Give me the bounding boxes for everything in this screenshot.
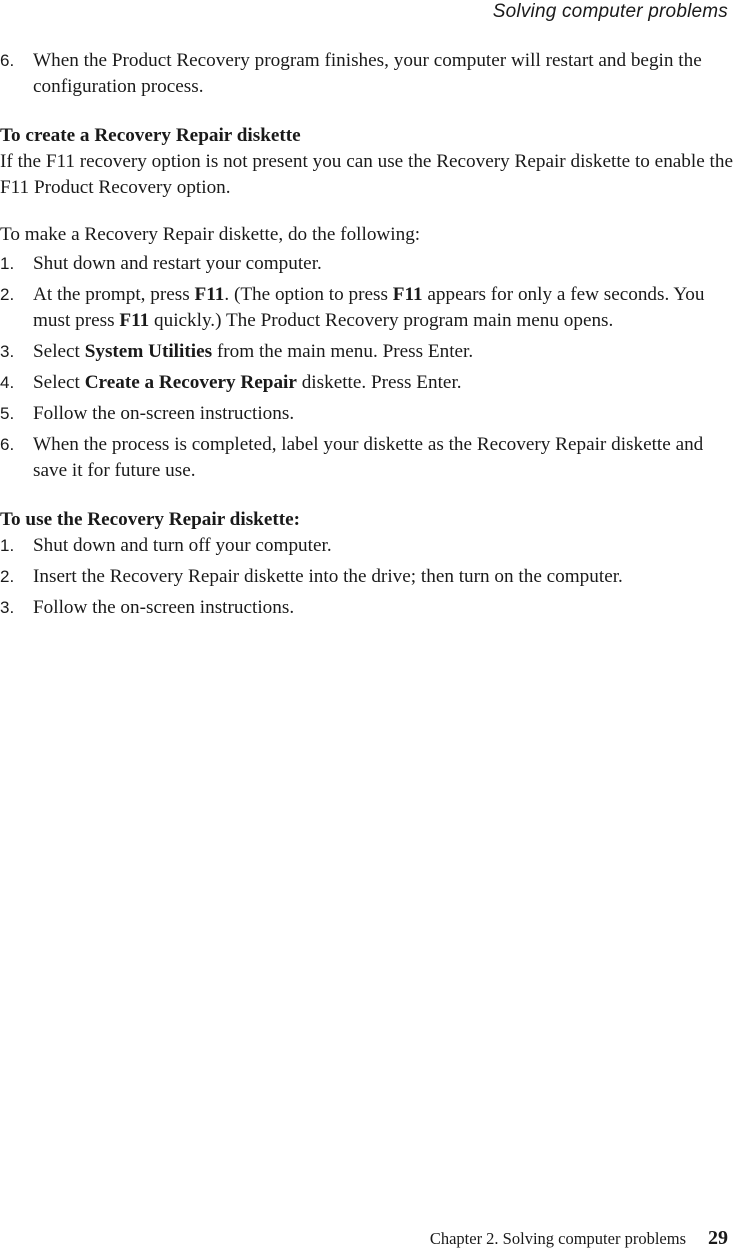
list-item — [0, 370, 736, 396]
page-number: 29 — [708, 1227, 728, 1249]
key-name: F11 — [119, 310, 150, 331]
step-text-part: from the main menu. Press Enter. — [212, 341, 474, 362]
section-heading-create: To create a Recovery Repair diskette — [0, 125, 301, 146]
step-text-part: Select — [33, 372, 85, 393]
footer-chapter-title: Chapter 2. Solving computer problems — [429, 1229, 686, 1248]
list-item — [0, 432, 736, 484]
step-number: 3. — [0, 598, 15, 617]
step-number: 2. — [0, 285, 15, 304]
top-step-list — [0, 48, 736, 100]
step-text-part: appears for only a few seconds. You must press — [33, 284, 705, 331]
step-text-part: diskette. Press Enter. — [296, 372, 462, 393]
section-heading-use: To use the Recovery Repair diskette: — [0, 509, 301, 530]
step-text: Shut down and turn off your computer. — [33, 535, 332, 556]
step-number: 3. — [0, 342, 15, 361]
step-number: 4. — [0, 373, 15, 392]
step-text-part: . (The option to press — [224, 284, 393, 305]
page-footer — [430, 1226, 728, 1251]
step-text-part: Select — [33, 341, 85, 362]
step-text-part: At the prompt, press — [33, 284, 195, 305]
list-item — [0, 282, 736, 334]
list-item — [0, 339, 736, 365]
key-name: F11 — [392, 284, 423, 305]
list-item — [0, 401, 736, 427]
list-item — [0, 48, 736, 100]
section-lead-in: To make a Recovery Repair diskette, do the following: — [0, 224, 421, 245]
list-item — [0, 533, 736, 559]
use-step-list — [0, 533, 736, 621]
list-item — [0, 595, 736, 621]
step-number: 1. — [0, 536, 15, 555]
list-item — [0, 251, 736, 277]
menu-option-name: System Utilities — [84, 341, 213, 362]
page-content — [0, 48, 736, 626]
step-number: 6. — [0, 51, 15, 70]
section-intro: If the F11 recovery option is not present you can use the Recovery Repair diskette to enable the F11 Product Recovery option. — [0, 151, 733, 198]
running-header-title: Solving computer problems — [492, 1, 728, 22]
step-text-part: quickly.) The Product Recovery program main menu opens. — [149, 310, 614, 331]
list-item — [0, 564, 736, 590]
step-text: Follow the on-screen instructions. — [33, 597, 295, 618]
create-step-list — [0, 251, 736, 484]
step-number: 6. — [0, 435, 15, 454]
step-text: Insert the Recovery Repair diskette into the drive; then turn on the computer. — [33, 566, 623, 587]
key-name: F11 — [194, 284, 225, 305]
step-text: Shut down and restart your computer. — [33, 253, 322, 274]
menu-option-name: Create a Recovery Repair — [84, 372, 297, 393]
step-number: 5. — [0, 404, 15, 423]
step-text: When the process is completed, label your diskette as the Recovery Repair diskette and save it for future use. — [33, 434, 704, 481]
step-number: 2. — [0, 567, 15, 586]
step-number: 1. — [0, 254, 15, 273]
step-text: Follow the on-screen instructions. — [33, 403, 295, 424]
step-text: When the Product Recovery program finishes, your computer will restart and begin the configuration process. — [33, 50, 702, 97]
